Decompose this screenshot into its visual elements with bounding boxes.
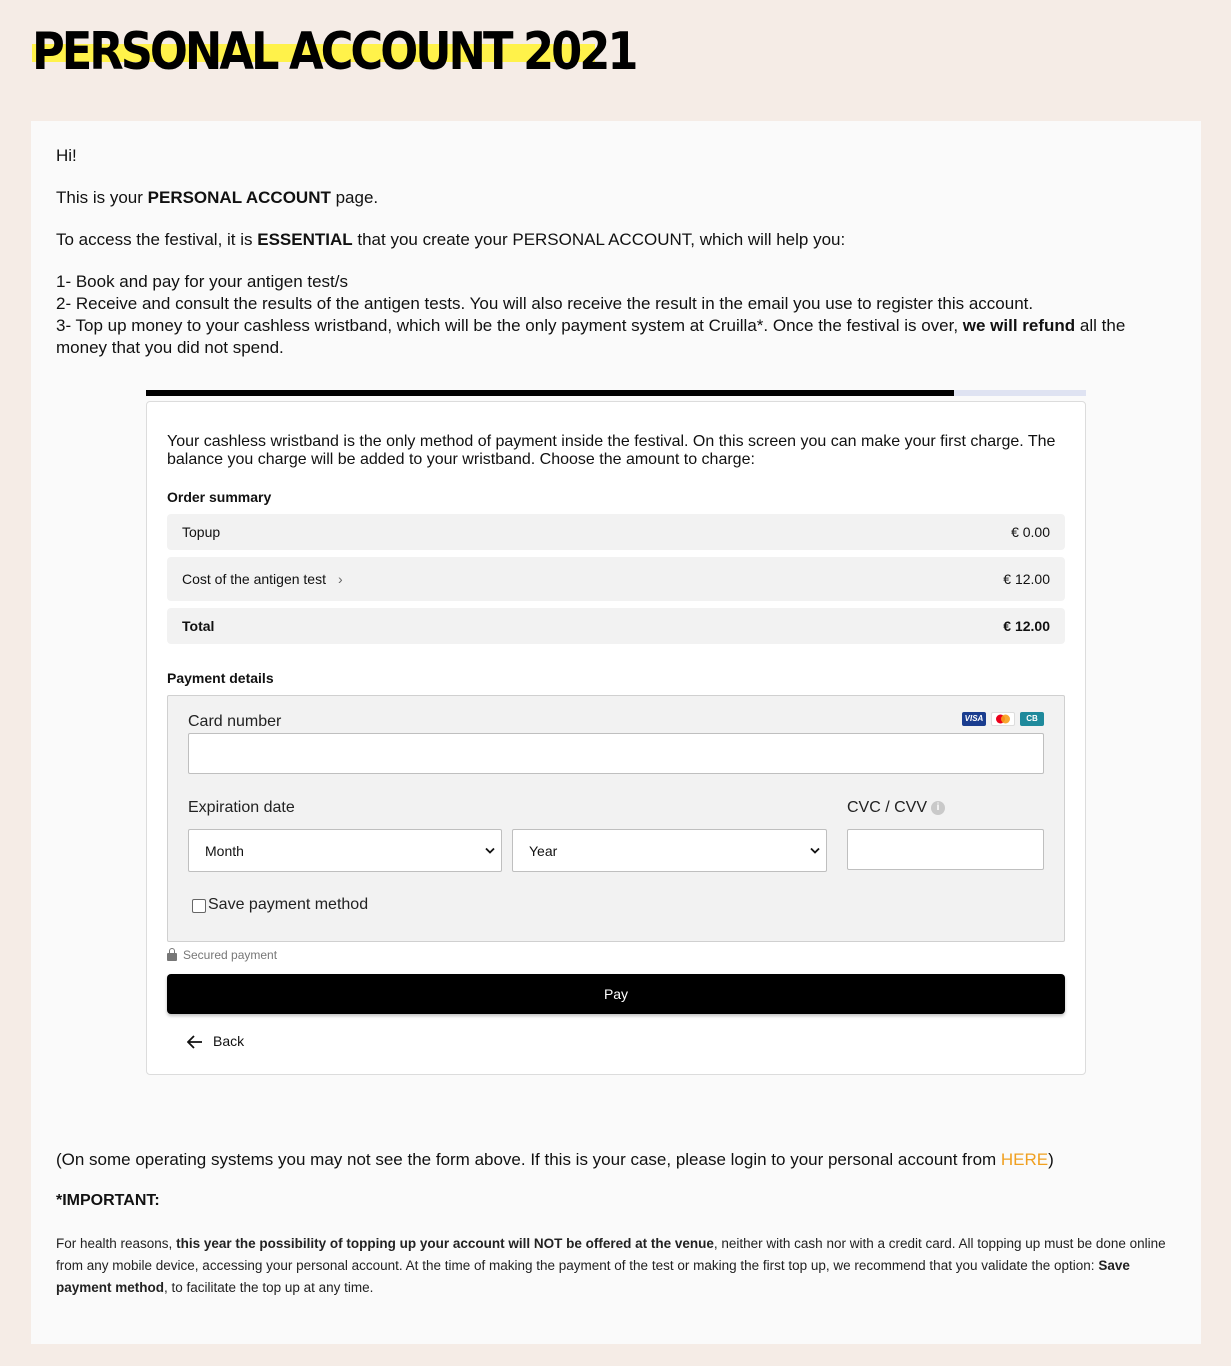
progress-fill	[146, 390, 954, 396]
page-title: PERSONAL ACCOUNT 2021	[32, 22, 636, 82]
chevron-down-icon	[485, 847, 495, 854]
secured-payment	[167, 948, 277, 962]
expiration-month-select[interactable]	[188, 829, 502, 872]
month-selected-value: Month	[205, 842, 244, 859]
intro-item-1: 1- Book and pay for your antigen test/s	[56, 272, 349, 291]
main-card	[31, 121, 1201, 1344]
intro-line-1: This is your PERSONAL ACCOUNT page.	[56, 188, 379, 207]
info-icon[interactable]: i	[931, 801, 945, 815]
intro-text	[56, 145, 1181, 359]
payment-card	[146, 401, 1086, 1075]
card-number-label: Card number	[188, 713, 282, 730]
cb-card-icon: CB	[1020, 712, 1044, 726]
back-button[interactable]	[187, 1033, 244, 1049]
progress-bar	[146, 390, 1086, 396]
year-selected-value: Year	[529, 842, 558, 859]
cvc-input[interactable]	[847, 829, 1044, 870]
summary-value: € 12.00	[1003, 571, 1050, 587]
summary-label: Topup	[182, 524, 221, 540]
secured-payment-label: Secured payment	[183, 948, 278, 962]
save-payment-label[interactable]: Save payment method	[208, 896, 369, 913]
intro-item-2: 2- Receive and consult the results of the antigen tests. You will also receive the result in the email you use to register this account.	[56, 294, 1034, 313]
chevron-down-icon	[810, 847, 820, 854]
intro-line-2: To access the festival, it is ESSENTIAL that you create your PERSONAL ACCOUNT, which will help you:	[56, 230, 846, 249]
important-text: For health reasons, this year the possibility of topping up your account will NOT be offered at the venue, neither with cash nor with a credit card. All topping up must be done online from any mobile device, accessing your personal account. At the time of making the payment of the test or making the first top up, we recommend that you validate the option: Save payment method, to facilitate the top up at any time.	[56, 1236, 1166, 1295]
summary-row-topup	[167, 514, 1065, 550]
payment-description: Your cashless wristband is the only method of payment inside the festival. On this screen you can make your first charge. The balance you charge will be added to your wristband. Choose the amount to charge:	[167, 433, 1056, 468]
mastercard-icon	[991, 712, 1015, 726]
summary-value: € 0.00	[1011, 524, 1050, 540]
back-label: Back	[213, 1033, 245, 1049]
cvc-label-wrap	[847, 799, 945, 817]
summary-label: Cost of the antigen test	[182, 571, 326, 587]
expiration-year-select[interactable]	[512, 829, 827, 872]
chevron-right-icon[interactable]: ›	[337, 571, 343, 587]
lock-icon	[167, 953, 177, 961]
greeting: Hi!	[56, 146, 77, 165]
save-payment-checkbox[interactable]	[192, 899, 206, 913]
page-header	[32, 20, 734, 84]
order-summary-label: Order summary	[167, 489, 272, 505]
expiration-date-label: Expiration date	[188, 799, 295, 816]
card-number-input[interactable]	[188, 733, 1044, 774]
intro-item-3: 3- Top up money to your cashless wristband, which will be the only payment system at Cruilla*. Once the festival is over, we will refund all the money that you did not spend.	[56, 316, 1126, 357]
important-heading: *IMPORTANT:	[56, 1192, 160, 1209]
here-link[interactable]: HERE	[1000, 1150, 1049, 1169]
arrow-left-icon	[187, 1035, 203, 1049]
note-text: (On some operating systems you may not see the form above. If this is your case, please login to your personal account from HERE)	[56, 1150, 1054, 1169]
payment-details-label: Payment details	[167, 670, 274, 686]
summary-label: Total	[182, 618, 215, 634]
payment-details-box	[167, 695, 1065, 942]
summary-value: € 12.00	[1003, 618, 1050, 634]
pay-button[interactable]: Pay	[167, 974, 1065, 1014]
cvc-label: CVC / CVV	[847, 799, 928, 816]
visa-icon: VISA	[962, 712, 986, 726]
summary-row-antigen-test[interactable]	[167, 557, 1065, 601]
summary-row-total	[167, 608, 1065, 644]
